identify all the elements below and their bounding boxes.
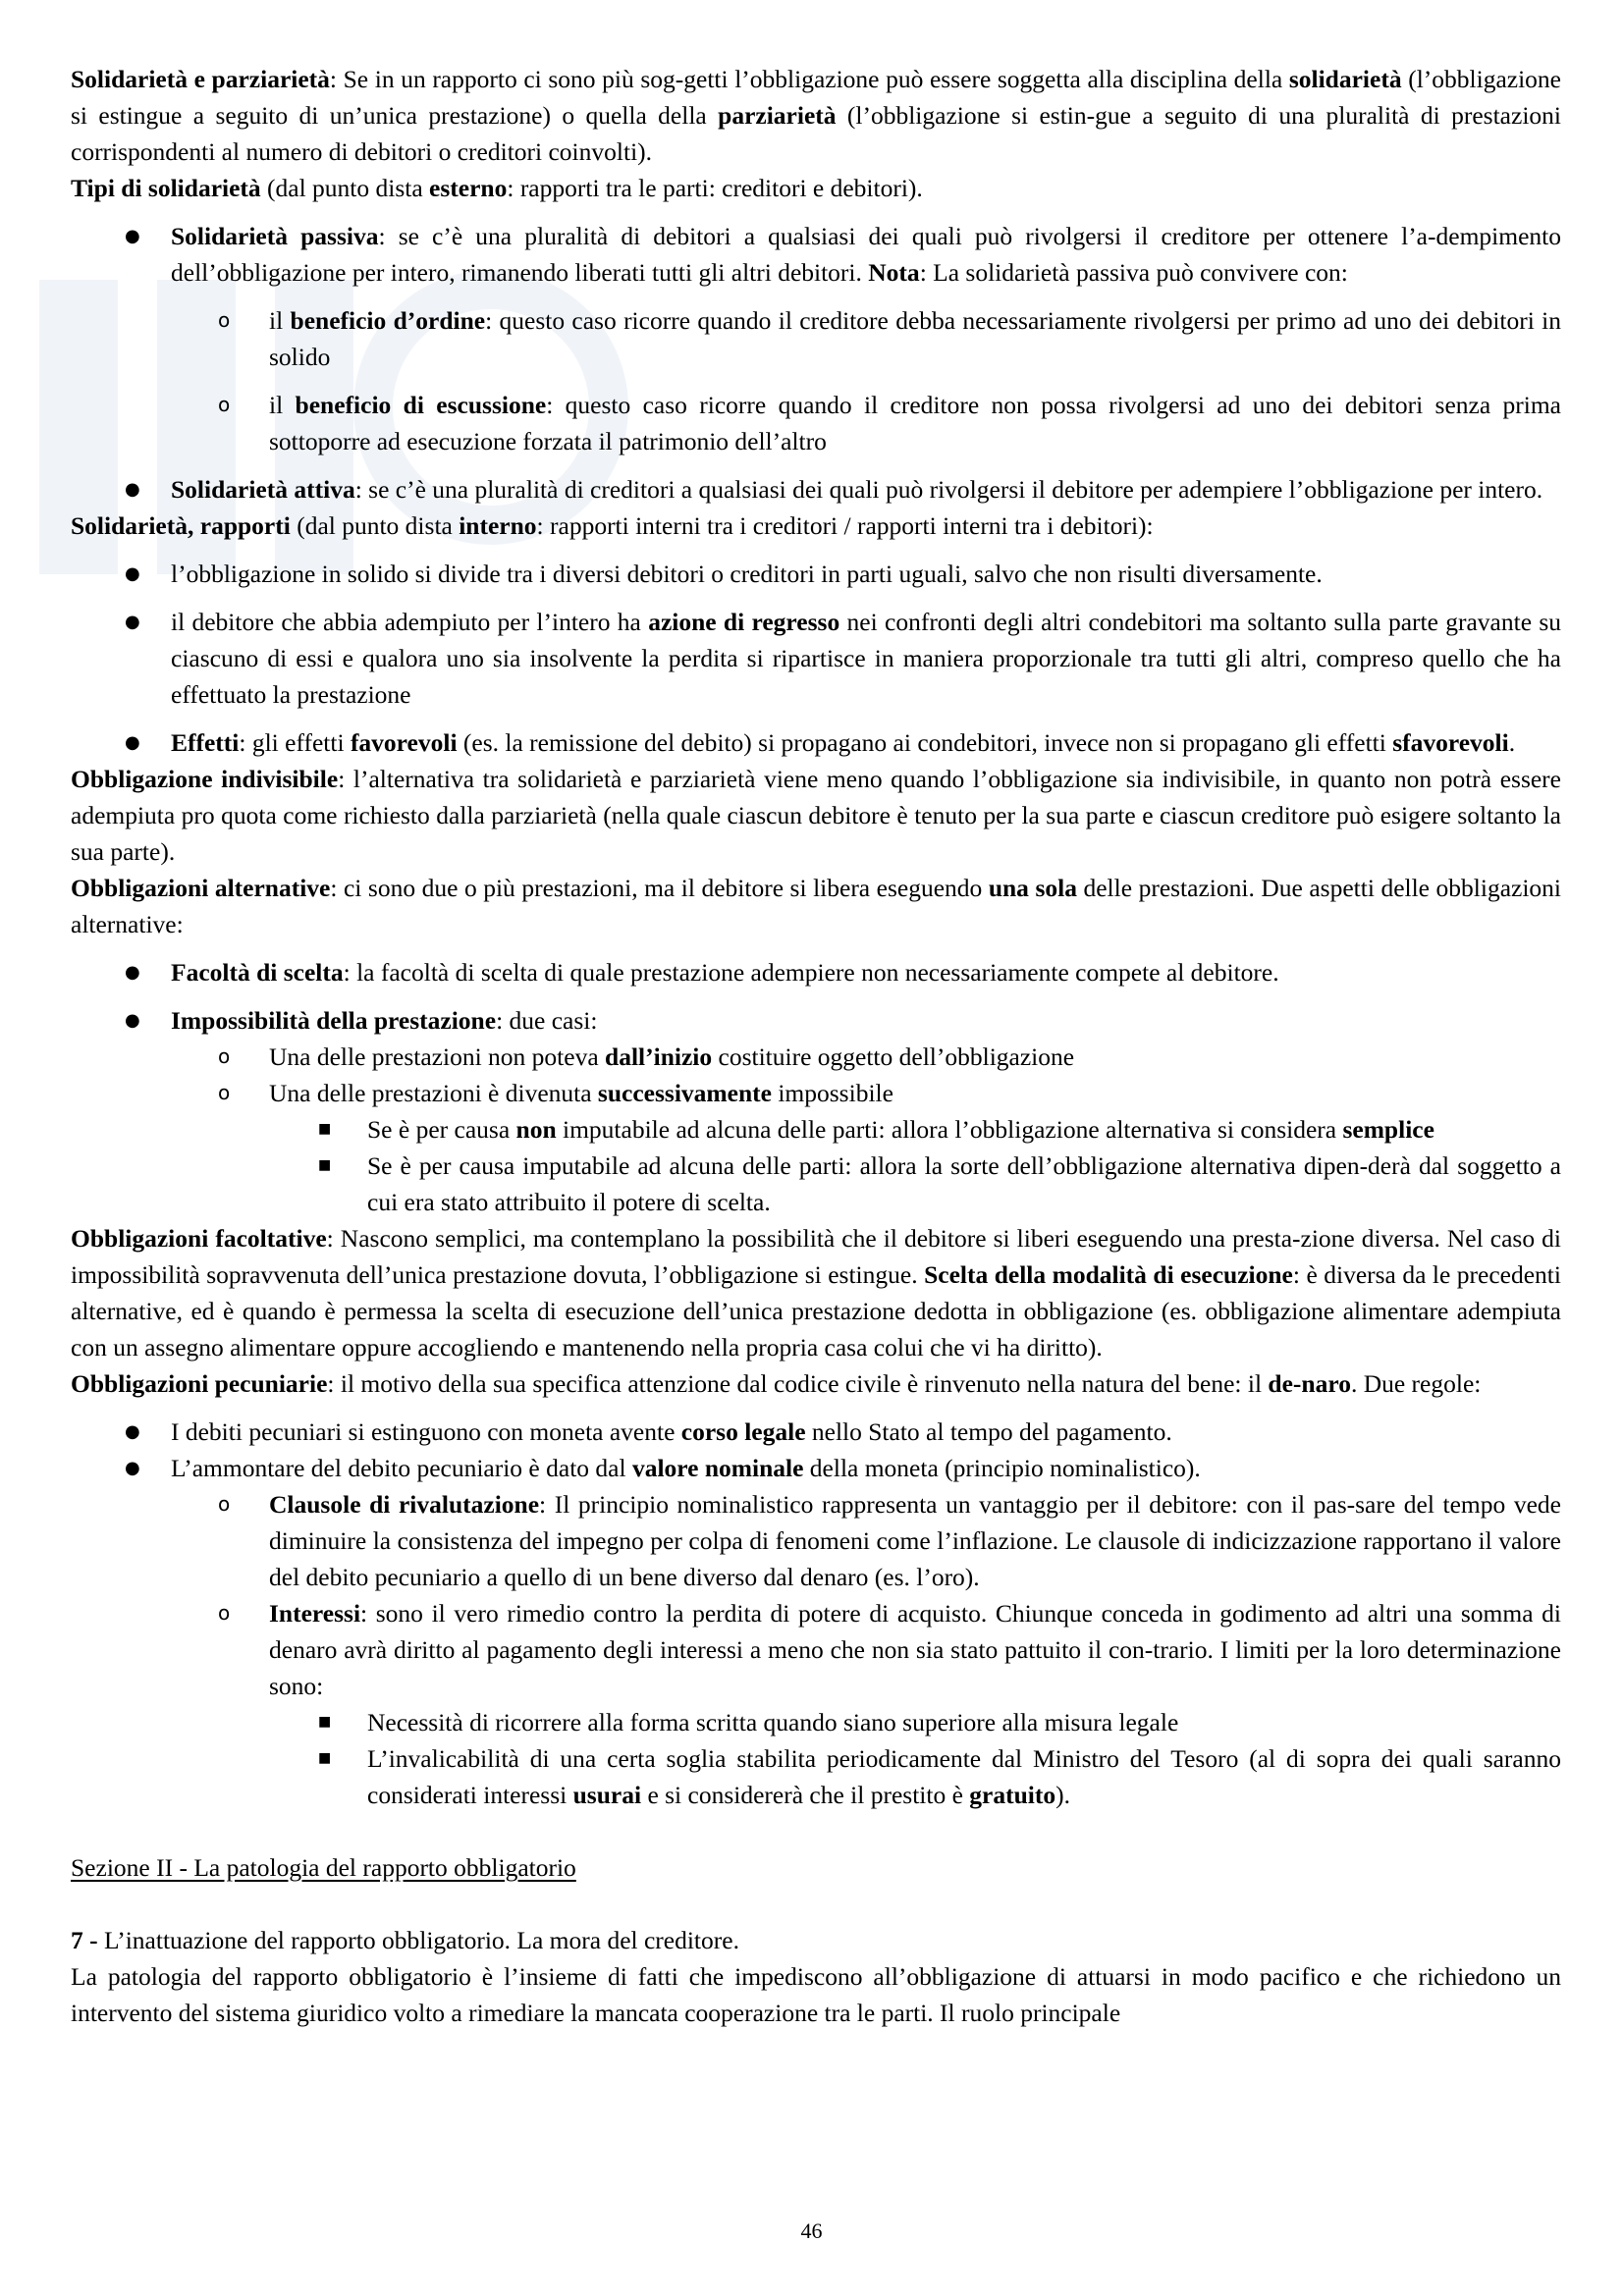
text: Necessità di ricorrere alla forma scritta quando siano superiore alla misura legale <box>367 1708 1179 1736</box>
text: il <box>269 306 291 335</box>
text: La patologia del rapporto obbligatorio è l’insieme di fatti che impediscono all’obbligazione di attuarsi in modo pacifico e che richiedono un intervento del sistema giuridico volto a rimediare la mancata cooperazione tra le parti. Il ruolo principale <box>71 1962 1561 2027</box>
text: : rapporti interni tra i creditori / rapporti interni tra i debitori): <box>536 511 1154 540</box>
text: : questo caso ricorre quando il creditore non possa rivolgersi ad uno dei debitori senza prima sottoporre ad esecuzione forzata il patrimonio dell’altro <box>269 391 1561 455</box>
list-item-facolta-scelta <box>71 954 1561 990</box>
page-number: 46 <box>800 2218 823 2243</box>
paragraph-obbligazioni-alternative <box>71 870 1561 942</box>
list-item-successivamente <box>71 1075 1561 1111</box>
text: Una delle prestazioni non poteva <box>269 1042 606 1071</box>
bullet-circle-icon: o <box>218 1044 231 1068</box>
paragraph-obbligazione-indivisibile <box>71 761 1561 870</box>
term-tipi-solidarieta: Tipi di solidarietà <box>71 174 261 202</box>
text: (dal punto dista <box>260 174 430 202</box>
chapter-heading <box>71 1922 1561 1958</box>
text: : questo caso ricorre quando il creditore debba necessariamente rivolgersi per primo ad uno dei debitori in solido <box>269 306 1561 371</box>
paragraph-tipi-solidarieta <box>71 170 1561 206</box>
list-item-beneficio-ordine <box>71 302 1561 375</box>
term: gratuito <box>969 1781 1056 1809</box>
list-item-corso-legale <box>71 1414 1561 1450</box>
term-esterno: esterno <box>429 174 508 202</box>
text: : il motivo della sua specifica attenzione dal codice civile è rinvenuto nella natura del bene: il <box>327 1369 1269 1398</box>
term: Obbligazioni facoltative <box>71 1224 327 1253</box>
text: I debiti pecuniari si estinguono con moneta avente <box>171 1417 681 1446</box>
bullet-square-icon: ■ <box>318 1121 332 1137</box>
text: (l’obbligazione si estin-gue a seguito di una pluralità di prestazioni corrispondenti al numero di debitori o creditori coinvolti). <box>71 101 1561 166</box>
list-item-interessi <box>71 1595 1561 1704</box>
term: Facoltà di scelta <box>171 958 344 987</box>
paragraph-obbligazioni-pecuniarie <box>71 1365 1561 1402</box>
term-solidarieta-parziarieta: Solidarietà e parziarietà <box>71 65 330 93</box>
text: : due casi: <box>496 1006 598 1035</box>
text: l’obbligazione in solido si divide tra i diversi debitori o creditori in parti uguali, salvo che non risulti diversamente. <box>171 560 1323 588</box>
text: e si considererà che il prestito è <box>641 1781 970 1809</box>
term: Obbligazioni pecuniarie <box>71 1369 328 1398</box>
text: Una delle prestazioni è divenuta <box>269 1079 598 1107</box>
term: Solidarietà passiva <box>171 222 379 250</box>
paragraph-solidarieta-rapporti <box>71 507 1561 544</box>
list-item-imputabile <box>71 1148 1561 1220</box>
text: (dal punto dista <box>290 511 460 540</box>
term: Scelta della modalità di esecuzione <box>924 1260 1293 1289</box>
bullet-disc-icon: ● <box>125 612 140 632</box>
list-item-azione-regresso <box>71 604 1561 713</box>
text: (es. la remissione del debito) si propagano ai condebitori, invece non si propagano gli effetti <box>457 728 1393 757</box>
text: : se c’è una pluralità di debitori a qualsiasi dei quali può rivolgersi il creditore per ottenere l’a-dempimento dell’obbligazione per intero, rimanendo liberati tutti gli altri debitori. <box>171 222 1561 287</box>
paragraph-patologia <box>71 1958 1561 2031</box>
bullet-disc-icon: ● <box>125 1458 140 1478</box>
paragraph-obbligazioni-facoltative <box>71 1220 1561 1365</box>
bullet-square-icon: ■ <box>318 1157 332 1173</box>
bullet-circle-icon: o <box>218 1492 231 1516</box>
text: il debitore che abbia adempiuto per l’intero ha <box>171 608 649 636</box>
text: : l’alternativa tra solidarietà e parziarietà viene meno quando l’obbligazione sia indivisibile, in quanto non potrà essere adempiuta pro quota come richiesto dalla parziarietà (nella quale ciascun debitore è tenuto per la sua parte e ciascun creditore può esigere soltanto la sua parte). <box>71 765 1561 866</box>
term: azione di regresso <box>648 608 840 636</box>
text: : La solidarietà passiva può convivere con: <box>919 258 1348 287</box>
term: successivamente <box>597 1079 772 1107</box>
list-item-beneficio-escussione <box>71 387 1561 459</box>
bullet-disc-icon: ● <box>125 1421 140 1442</box>
term: Interessi <box>269 1599 361 1628</box>
text: : Se in un rapporto ci sono più sog-getti l’obbligazione può essere soggetta alla disciplina della <box>329 65 1289 93</box>
term: Clausole di rivalutazione <box>269 1490 540 1519</box>
text: Se è per causa <box>367 1115 516 1144</box>
term: beneficio d’ordine <box>290 306 486 335</box>
list-item-clausole-rivalutazione <box>71 1486 1561 1595</box>
term: usurai <box>572 1781 642 1809</box>
list-item-valore-nominale <box>71 1450 1561 1486</box>
text: : ci sono due o più prestazioni, ma il debitore si libera eseguendo <box>330 874 989 902</box>
bullet-disc-icon: ● <box>125 1010 140 1031</box>
text: nei confronti degli altri condebitori ma soltanto sulla parte gravante su ciascuno di essi e qualora uno sia insolvente la perdita si ripartisce in maniera proporzionale tra tutti gli altri, compreso quello che ha effettuato la prestazione <box>171 608 1561 709</box>
bullet-disc-icon: ● <box>125 226 140 246</box>
term-solidarieta: solidarietà <box>1288 65 1402 93</box>
text: L’ammontare del debito pecuniario è dato dal <box>171 1454 632 1482</box>
text: nello Stato al tempo del pagamento. <box>805 1417 1172 1446</box>
bullet-disc-icon: ● <box>125 479 140 500</box>
bullet-disc-icon: ● <box>125 962 140 983</box>
bullet-disc-icon: ● <box>125 563 140 584</box>
bullet-circle-icon: o <box>218 308 231 332</box>
list-item-obbligazione-in-solido <box>71 556 1561 592</box>
list-item-non-imputabile <box>71 1111 1561 1148</box>
list-item-solidarieta-passiva <box>71 218 1561 291</box>
text: : Nascono semplici, ma contemplano la possibilità che il debitore si liberi eseguendo una presta-zione diversa. Nel caso di impossibilità sopravvenuta dell’unica prestazione dovuta, l’obbligazione si estingue. <box>71 1224 1561 1289</box>
bullet-disc-icon: ● <box>125 732 140 753</box>
list-item-dall-inizio <box>71 1039 1561 1075</box>
bullet-circle-icon: o <box>218 1601 231 1625</box>
term: beneficio di escussione <box>295 391 547 419</box>
term: Obbligazioni alternative <box>71 874 331 902</box>
term: Solidarietà attiva <box>171 475 355 504</box>
text: : gli effetti <box>239 728 351 757</box>
section-heading: Sezione II - La patologia del rapporto obbligatorio <box>71 1853 576 1882</box>
bullet-circle-icon: o <box>218 1081 231 1104</box>
text: il <box>269 391 296 419</box>
text: delle prestazioni. Due aspetti delle obbligazioni alternative: <box>71 874 1562 938</box>
text: ). <box>1055 1781 1070 1809</box>
term-interno: interno <box>459 511 537 540</box>
paragraph-solidarieta-parziarieta <box>71 61 1561 170</box>
text: : se c’è una pluralità di creditori a qualsiasi dei quali può rivolgersi il debitore per adempiere l’obbligazione per intero. <box>354 475 1543 504</box>
text: : Il principio nominalistico rappresenta un vantaggio per il debitore: con il pas-sare del tempo vede diminuire la consistenza del impegno per colpa di fenomeni come l’inflazione. Le clausole di indicizzazione rapportano il valore del debito pecuniario a quello di un bene diverso dal denaro (es. l’oro). <box>269 1490 1561 1591</box>
text: Se è per causa imputabile ad alcuna delle parti: allora la sorte dell’obbligazione alternativa dipen-derà dal soggetto a cui era stato attribuito il potere di scelta. <box>367 1151 1561 1216</box>
text: della moneta (principio nominalistico). <box>803 1454 1201 1482</box>
list-item-impossibilita <box>71 1002 1561 1039</box>
list-item-soglia-usura <box>71 1740 1561 1813</box>
document-body <box>71 61 1561 2031</box>
text: imputabile ad alcuna delle parti: allora l’obbligazione alternativa si considera <box>556 1115 1343 1144</box>
text: : rapporti tra le parti: creditori e debitori). <box>507 174 923 202</box>
list-item-solidarieta-attiva <box>71 471 1561 507</box>
bullet-square-icon: ■ <box>318 1714 332 1730</box>
term: semplice <box>1342 1115 1434 1144</box>
term: sfavorevoli <box>1392 728 1509 757</box>
text: : sono il vero rimedio contro la perdita di potere di acquisto. Chiunque conceda in godimento ad altri una somma di denaro avrà diritto al pagamento degli interessi a meno che non sia stato pattuito il con-trario. I limiti per la loro determinazione sono: <box>269 1599 1561 1700</box>
text: costituire oggetto dell’obbligazione <box>712 1042 1075 1071</box>
term: non <box>515 1115 557 1144</box>
text: : è diversa da le precedenti alternative, ed è quando è permessa la scelta di esecuzione dell’unica prestazione dedotta in obbligazione (es. obbligazione alimentare adempiuta con un assegno alimentare oppure accogliendo e mantenendo nella propria casa colui che vi ha diritto). <box>71 1260 1561 1362</box>
term-parziarieta: parziarietà <box>718 101 837 130</box>
term: corso legale <box>680 1417 806 1446</box>
term: Obbligazione indivisibile <box>71 765 339 793</box>
bullet-circle-icon: o <box>218 393 231 416</box>
text: . <box>1508 728 1516 757</box>
bullet-square-icon: ■ <box>318 1750 332 1766</box>
term: valore nominale <box>631 1454 804 1482</box>
term: Impossibilità della prestazione <box>171 1006 497 1035</box>
text: : la facoltà di scelta di quale prestazione adempiere non necessariamente compete al debitore. <box>343 958 1279 987</box>
term: favorevoli <box>350 728 458 757</box>
chapter-number: 7 - <box>71 1926 104 1954</box>
term-nota: Nota <box>868 258 920 287</box>
term: una sola <box>988 874 1077 902</box>
list-item-forma-scritta <box>71 1704 1561 1740</box>
text: L’invalicabilità di una certa soglia stabilita periodicamente dal Ministro del Tesoro (al di sopra dei quali saranno considerati interessi <box>367 1744 1561 1809</box>
term: dall’inizio <box>605 1042 713 1071</box>
term: Solidarietà, rapporti <box>71 511 291 540</box>
list-item-effetti <box>71 724 1561 761</box>
text: impossibile <box>771 1079 893 1107</box>
chapter-title: L’inattuazione del rapporto obbligatorio. La mora del creditore. <box>104 1926 739 1954</box>
term: Effetti <box>171 728 240 757</box>
term: de-naro <box>1268 1369 1351 1398</box>
text: (l’obbligazione si estingue a seguito di un’unica prestazione) o quella della <box>71 65 1561 130</box>
text: . Due regole: <box>1350 1369 1482 1398</box>
